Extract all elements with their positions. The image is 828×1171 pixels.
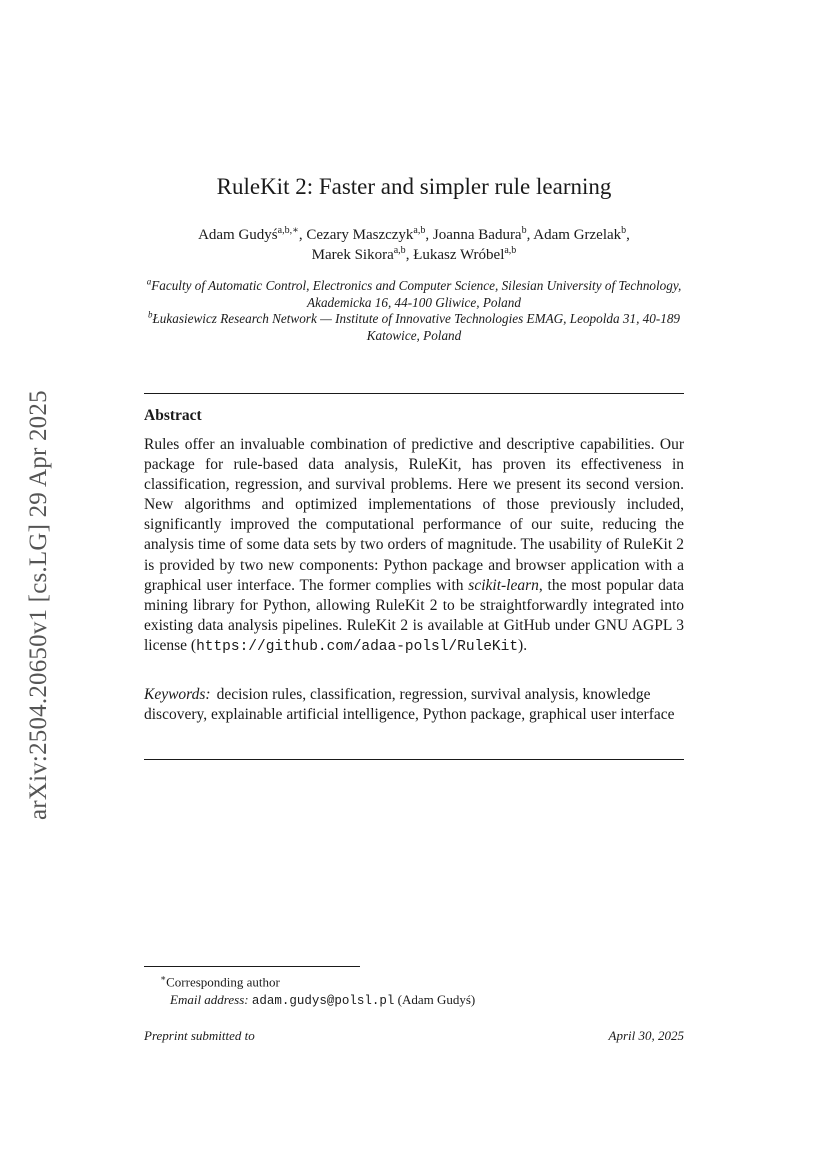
keywords-section xyxy=(144,685,684,725)
abstract-top-divider xyxy=(144,393,684,394)
author-name: Łukasz Wróbel xyxy=(413,247,505,263)
author-affiliation-marker: a,b xyxy=(413,225,426,236)
author-name: Joanna Badura xyxy=(432,227,522,243)
preprint-note: Preprint submitted to xyxy=(144,1028,255,1043)
email-address[interactable]: adam.gudys@polsl.pl xyxy=(251,994,395,1009)
author-name: Adam Grzelak xyxy=(533,227,622,243)
preprint-date: April 30, 2025 xyxy=(608,1028,684,1043)
author-affiliation-marker: a,b,∗ xyxy=(277,225,299,236)
keywords-label: Keywords: xyxy=(144,686,211,703)
author-name: Marek Sikora xyxy=(311,247,394,263)
abstract-heading: Abstract xyxy=(144,407,202,424)
affiliation-text: Łukasiewicz Research Network — Institute of Innovative Technologies EMAG, Leopolda 31, 40-189 Katowice, Poland xyxy=(152,311,681,343)
email-label: Email address: xyxy=(170,992,249,1008)
author-affiliation-marker: a,b xyxy=(393,245,406,256)
author-affiliation-marker: a,b xyxy=(504,245,517,256)
author-list: Adam Gudyś$^{a,b,∗}$, Cezary Maszczyk$^{a,b}$, Joanna Badura$^b$, Adam Grzelak$^b$, Marek Sikora$^{a,b}$, Łukasz Wróbel$^{a,b}$ xyxy=(198,225,630,263)
abstract-text: ). xyxy=(518,636,528,654)
arxiv-identifier: arXiv:2504.20650v1 [cs.LG] 29 Apr 2025 xyxy=(25,390,52,820)
affiliation xyxy=(144,278,684,311)
footnote-marker: ∗ xyxy=(160,973,167,983)
email-owner: (Adam Gudyś) xyxy=(397,992,476,1008)
author-affiliation-marker: b xyxy=(621,225,627,236)
affiliation-marker: a xyxy=(146,276,152,287)
footnote xyxy=(160,969,475,1010)
affiliation-marker: b xyxy=(147,309,153,320)
affiliations xyxy=(144,278,684,344)
footnote-divider xyxy=(144,966,360,967)
abstract-text: , the most popular data mining library for Python, allowing RuleKit 2 to be straightforwardly integrated into existing data analysis pipelines. RuleKit 2 is available at GitHub under GNU AGPL 3 license ( xyxy=(144,576,684,654)
github-link[interactable]: https://github.com/adaa-polsl/RuleKit xyxy=(196,638,519,655)
footnote-corresponding: Corresponding author xyxy=(166,974,280,990)
affiliation xyxy=(144,311,684,344)
affiliation-text: Faculty of Automatic Control, Electronics and Computer Science, Silesian University of Technology, Akademicka 16, 44-100 Gliwice, Poland xyxy=(151,278,682,310)
abstract-text: Rules offer an invaluable combination of predictive and descriptive capabilities. Our package for rule-based data analysis, RuleKit, has proven its effectiveness in classification, regression, and survival problems. Here we present its second version. New algorithms and optimized implementations of those previously included, significantly improved the computational performance of our suite, reducing the analysis time of some data sets by two orders of magnitude. The usability of RuleKit 2 is provided by two new components: Python package and browser application with a graphical user interface. The former complies with xyxy=(144,436,684,594)
abstract-body xyxy=(144,435,684,657)
abstract-bottom-divider xyxy=(144,759,684,760)
paper-title: RuleKit 2: Faster and simpler rule learning xyxy=(216,174,612,199)
author-affiliation-marker: b xyxy=(521,225,527,236)
keywords-text: decision rules, classification, regression, survival analysis, knowledge discovery, explainable artificial intelligence, Python package, graphical user interface xyxy=(144,686,675,724)
abstract-emphasis: scikit-learn xyxy=(468,576,539,594)
author-name: Cezary Maszczyk xyxy=(306,227,414,243)
author-name: Adam Gudyś xyxy=(198,227,278,243)
